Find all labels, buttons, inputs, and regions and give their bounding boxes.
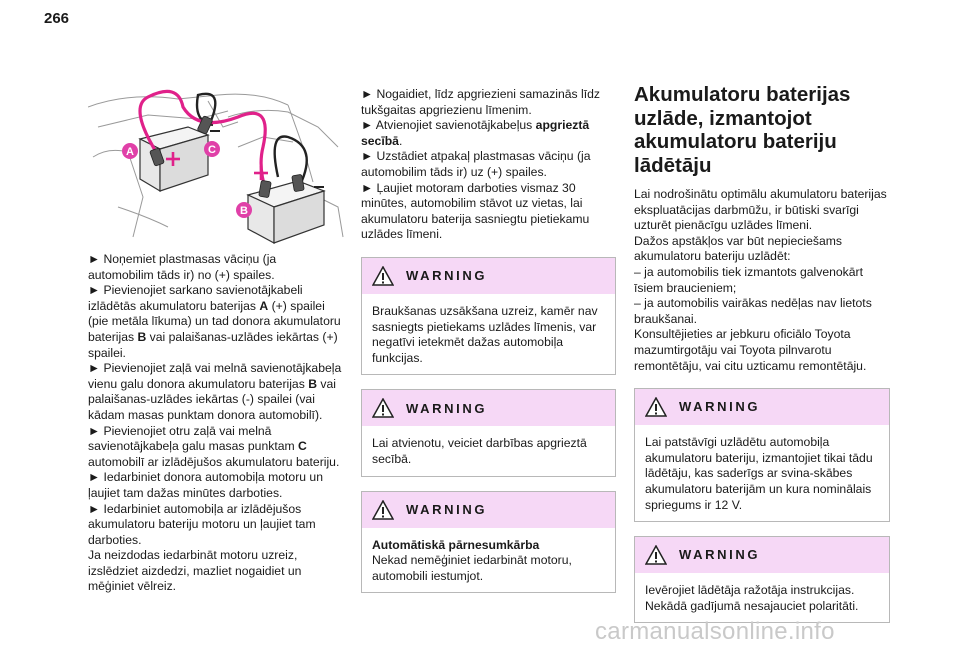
warning-title: WARNING xyxy=(406,400,488,416)
intro-text: Lai nodrošinātu optimālu akumulatoru baterijas ekspluatācijas darbmūžu, ir būtiski svarīgi uzturēt pienācīgu uzlādes līmeni. xyxy=(634,187,887,233)
step-connect-black-donor: ► Pievienojiet zaļā vai melnā savienotājkabeļa vienu galu donora akumulatoru baterijas B vai palaišanas-uzlādes iekārtas (-) spailei (vai kādam masas punktam donora automobilī). xyxy=(88,361,342,422)
step-refit-cap: ► Uzstādiet atpakaļ plastmasas vāciņu (ja automobilim tāds ir) uz (+) spailes. xyxy=(361,149,591,179)
warning-box xyxy=(361,389,616,476)
condition-item: – ja automobilis tiek izmantots galvenokārt īsiem braucieniem; xyxy=(634,264,863,295)
warning-triangle-icon xyxy=(372,266,394,286)
step-start-donor: ► Iedarbiniet donora automobiļa motoru un ļaujiet tam dažas minūtes darboties. xyxy=(88,470,323,500)
warning-box xyxy=(361,257,616,375)
step-run-engine: ► Ļaujiet motoram darboties vismaz 30 minūtes, automobilim stāvot uz vietas, lai akumulatoru baterija sasniegtu pietiekamu uzlādes līmeni. xyxy=(361,180,590,242)
instructions-column-1 xyxy=(88,252,343,595)
step-remove-cap: ► Noņemiet plastmasas vāciņu (ja automobilim tāds ir) no (+) spailes. xyxy=(88,252,277,282)
warning-triangle-icon xyxy=(645,397,667,417)
warning-title: WARNING xyxy=(406,501,488,517)
warning-text: Braukšanas uzsākšana uzreiz, kamēr nav sasniegts pietiekams uzlādes līmenis, var negatīvi ietekmēt dažas automobiļa funkcijas. xyxy=(372,303,598,365)
watermark: carmanualsonline.info xyxy=(595,618,835,645)
conditions-text: Dažos apstākļos var būt nepieciešams akumulatoru bateriju uzlādēt: xyxy=(634,233,842,264)
instructions-column-3 xyxy=(634,83,890,623)
warning-title: WARNING xyxy=(679,399,761,415)
jump-start-illustration xyxy=(88,87,344,247)
label-a-badge xyxy=(122,143,138,159)
svg-text:C: C xyxy=(208,144,216,156)
condition-item: – ja automobilis vairākas nedēļas nav lietots braukšanai. xyxy=(634,296,872,326)
warning-triangle-icon xyxy=(645,545,667,565)
warning-text: Ievērojiet lādētāja ražotāja instrukcijas. Nekādā gadījumā nesajauciet polaritāti. xyxy=(645,583,859,613)
note-retry: Ja neizdodas iedarbināt motoru uzreiz, izslēdziet aizdedzi, mazliet nogaidiet un mēģiniet vēlreiz. xyxy=(88,548,302,594)
svg-text:A: A xyxy=(126,146,134,158)
label-b-badge xyxy=(236,202,252,218)
warning-box xyxy=(634,388,890,522)
label-c-badge xyxy=(204,141,220,157)
step-disconnect: ► Atvienojiet savienotājkabeļus apgrieztā secībā. xyxy=(361,118,590,148)
warning-triangle-icon xyxy=(372,500,394,520)
warning-box xyxy=(361,491,616,594)
warning-subtitle: Automātiskā pārnesumkārba xyxy=(372,537,540,552)
warning-box xyxy=(634,536,890,623)
step-connect-ground: ► Pievienojiet otru zaļā vai melnā savienotājkabeļa galu masas punktam C automobilī ar izlādējušos akumulatoru bateriju. xyxy=(88,423,340,469)
step-connect-red: ► Pievienojiet sarkano savienotājkabeli izlādētās akumulatoru baterijas A (+) spailei (pie metāla līkuma) un tad donora akumulatoru baterijas B vai palaišanas-uzlādes iekārtas (+) spailei. xyxy=(88,283,341,360)
page-number: 266 xyxy=(44,10,70,27)
warning-text: Lai patstāvīgi uzlādētu automobiļa akumulatoru bateriju, izmantojiet tikai tādu lādētāju, kas saderīgs ar svina-skābes akumulatoru baterijām un kura nominālais spriegums ir 12 V. xyxy=(645,435,873,512)
warning-text: Lai atvienotu, veiciet darbības apgrieztā secībā. xyxy=(372,436,587,466)
warning-text: Nekad nemēģiniet iedarbināt motoru, automobili iestumjot. xyxy=(372,553,572,583)
step-wait-idle: ► Nogaidiet, līdz apgriezieni samazinās līdz tukšgaitas apgriezienu līmenim. xyxy=(361,87,601,117)
instructions-column-2 xyxy=(361,87,616,593)
warning-triangle-icon xyxy=(372,398,394,418)
section-heading: Akumulatoru baterijas uzlāde, izmantojot akumulatoru bateriju lādētāju xyxy=(634,83,851,177)
consult-text: Konsultējieties ar jebkuru oficiālo Toyota mazumtirgotāju vai Toyota pilnvarotu remontētāju, vai citu uzticamu remontētāju. xyxy=(634,327,867,373)
svg-text:B: B xyxy=(240,205,248,217)
step-start-vehicle: ► Iedarbiniet automobiļa ar izlādējušos akumulatoru bateriju motoru un ļaujiet tam darboties. xyxy=(88,501,316,547)
warning-title: WARNING xyxy=(679,547,761,563)
warning-title: WARNING xyxy=(406,268,488,284)
